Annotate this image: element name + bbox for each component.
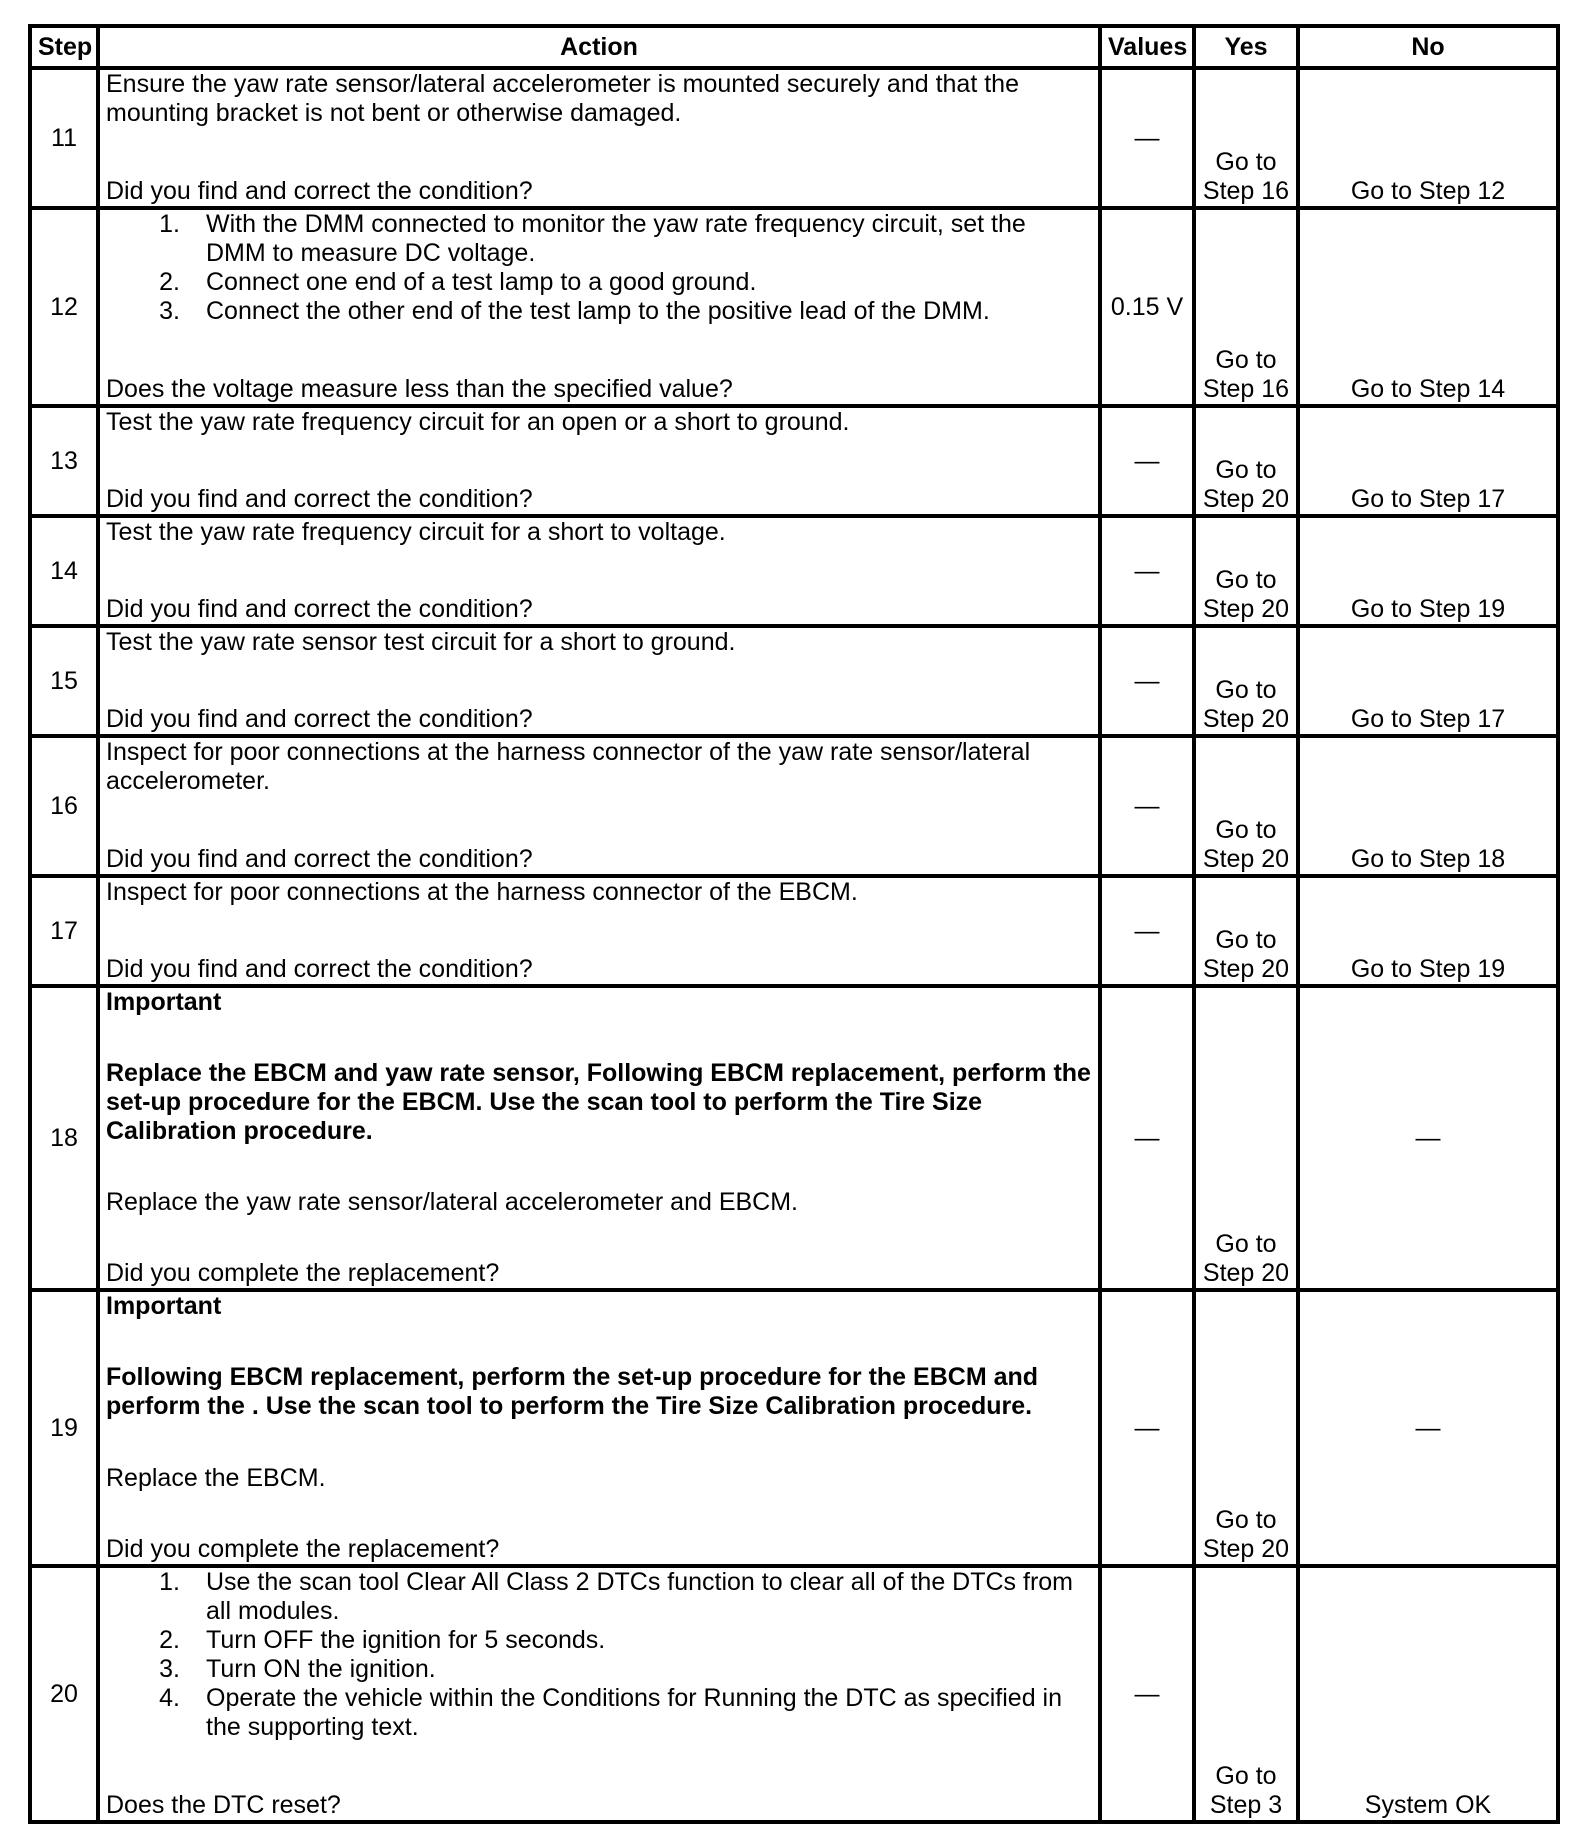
table-row [30,1566,1558,1822]
yes-line-2: Step 20 [1202,1259,1290,1287]
value-cell: — [1100,1566,1194,1822]
no-cell: — [1298,986,1558,1290]
no-cell: Go to Step 19 [1298,516,1558,626]
action-cell [98,516,1100,626]
yes-cell [1194,1290,1298,1566]
table-row [30,736,1558,876]
procedure-item: 1. Use the scan tool Clear All Class 2 DTCs function to clear all of the DTCs from all modules. [159,1568,1073,1625]
action-cell [98,208,1100,406]
step-number: 19 [30,1290,98,1566]
step-number: 14 [30,516,98,626]
action-question: Did you find and correct the condition? [106,177,533,205]
table-row [30,626,1558,736]
procedure-item: 2. Turn OFF the ignition for 5 seconds. [159,1626,606,1654]
value-cell: — [1100,516,1194,626]
action-text: Test the yaw rate frequency circuit for a short to voltage. [106,518,726,546]
action-question: Did you find and correct the condition? [106,705,533,733]
yes-line-1: Go to [1215,816,1277,844]
yes-line-1: Go to [1215,148,1277,176]
yes-cell [1194,736,1298,876]
no-cell: — [1298,1290,1558,1566]
header-action: Action [98,26,1100,68]
important-text: Replace the EBCM and yaw rate sensor, Following EBCM replacement, perform the set-up procedure for the EBCM. Use the scan tool to perform the Tire Size Calibration procedure. [106,1059,1091,1145]
header-row [30,26,1558,68]
value-cell: — [1100,986,1194,1290]
yes-line-2: Step 16 [1202,375,1290,403]
header-values: Values [1100,26,1194,68]
yes-line-1: Go to [1215,1230,1277,1258]
step-number: 12 [30,208,98,406]
yes-line-1: Go to [1215,926,1277,954]
header-no: No [1298,26,1558,68]
action-cell [98,1566,1100,1822]
procedure-item: 3. Turn ON the ignition. [159,1655,436,1683]
action-question: Does the voltage measure less than the specified value? [106,375,733,403]
yes-cell [1194,406,1298,516]
yes-line-2: Step 3 [1209,1791,1283,1819]
action-cell [98,876,1100,986]
value-cell: — [1100,68,1194,208]
table-row [30,516,1558,626]
procedure-item: 1. With the DMM connected to monitor the yaw rate frequency circuit, set the DMM to measure DC voltage. [159,210,1026,267]
yes-line-1: Go to [1215,1762,1277,1790]
action-question: Does the DTC reset? [106,1791,341,1819]
no-cell: Go to Step 19 [1298,876,1558,986]
action-cell [98,1290,1100,1566]
action-question: Did you find and correct the condition? [106,845,533,873]
no-cell: Go to Step 17 [1298,406,1558,516]
yes-cell [1194,1566,1298,1822]
procedure-list [106,210,1092,326]
action-instruction: Replace the EBCM. [106,1463,326,1492]
yes-line-1: Go to [1215,676,1277,704]
yes-line-2: Step 20 [1202,485,1290,513]
action-text: Inspect for poor connections at the harness connector of the yaw rate sensor/lateral accelerometer. [106,738,1031,795]
table-row [30,208,1558,406]
yes-line-1: Go to [1215,566,1277,594]
important-text: Following EBCM replacement, perform the set-up procedure for the EBCM and perform the . Use the scan tool to perform the Tire Size Calibration procedure. [106,1363,1039,1421]
step-number: 20 [30,1566,98,1822]
no-cell: Go to Step 17 [1298,626,1558,736]
procedure-list [106,1568,1092,1742]
yes-line-2: Step 20 [1202,955,1290,983]
step-number: 13 [30,406,98,516]
value-cell: — [1100,736,1194,876]
table-row [30,406,1558,516]
yes-line-1: Go to [1215,346,1277,374]
table-row [30,68,1558,208]
yes-cell [1194,516,1298,626]
procedure-item: 2. Connect one end of a test lamp to a good ground. [159,268,757,296]
yes-line-1: Go to [1215,1506,1277,1534]
table-row [30,986,1558,1290]
action-text: Ensure the yaw rate sensor/lateral accelerometer is mounted securely and that the mounting bracket is not bent or otherwise damaged. [106,70,1019,127]
header-step: Step [30,26,98,68]
action-question: Did you find and correct the condition? [106,595,533,623]
table-row [30,876,1558,986]
step-number: 15 [30,626,98,736]
no-cell: Go to Step 14 [1298,208,1558,406]
important-label: Important [106,988,222,1016]
yes-line-2: Step 20 [1202,595,1290,623]
action-text: Test the yaw rate sensor test circuit for a short to ground. [106,628,736,656]
yes-cell [1194,986,1298,1290]
value-cell: — [1100,406,1194,516]
action-question: Did you find and correct the condition? [106,485,533,513]
action-question: Did you complete the replacement? [106,1534,500,1563]
action-cell [98,406,1100,516]
step-number: 16 [30,736,98,876]
important-label: Important [106,1292,222,1320]
yes-line-2: Step 20 [1202,1535,1290,1563]
action-cell [98,736,1100,876]
action-cell [98,626,1100,736]
yes-line-2: Step 20 [1202,705,1290,733]
value-cell: — [1100,626,1194,736]
action-instruction: Replace the yaw rate sensor/lateral accelerometer and EBCM. [106,1188,798,1216]
yes-cell [1194,68,1298,208]
value-cell: — [1100,876,1194,986]
yes-line-2: Step 20 [1202,845,1290,873]
no-cell: System OK [1298,1566,1558,1822]
yes-line-1: Go to [1215,456,1277,484]
no-cell: Go to Step 18 [1298,736,1558,876]
diagnostic-steps-table [28,24,1560,1824]
action-question: Did you find and correct the condition? [106,955,533,983]
step-number: 17 [30,876,98,986]
action-cell [98,986,1100,1290]
value-cell: — [1100,1290,1194,1566]
yes-cell [1194,626,1298,736]
procedure-item: 3. Connect the other end of the test lamp to the positive lead of the DMM. [159,297,990,325]
action-question: Did you complete the replacement? [106,1259,500,1287]
table-row [30,1290,1558,1566]
yes-cell [1194,208,1298,406]
header-yes: Yes [1194,26,1298,68]
action-text: Test the yaw rate frequency circuit for an open or a short to ground. [106,408,850,436]
step-number: 11 [30,68,98,208]
yes-line-2: Step 16 [1202,177,1290,205]
yes-cell [1194,876,1298,986]
value-cell: 0.15 V [1100,208,1194,406]
procedure-item: 4. Operate the vehicle within the Conditions for Running the DTC as specified in the supporting text. [159,1684,1063,1741]
no-cell: Go to Step 12 [1298,68,1558,208]
action-cell [98,68,1100,208]
step-number: 18 [30,986,98,1290]
action-text: Inspect for poor connections at the harness connector of the EBCM. [106,878,858,906]
